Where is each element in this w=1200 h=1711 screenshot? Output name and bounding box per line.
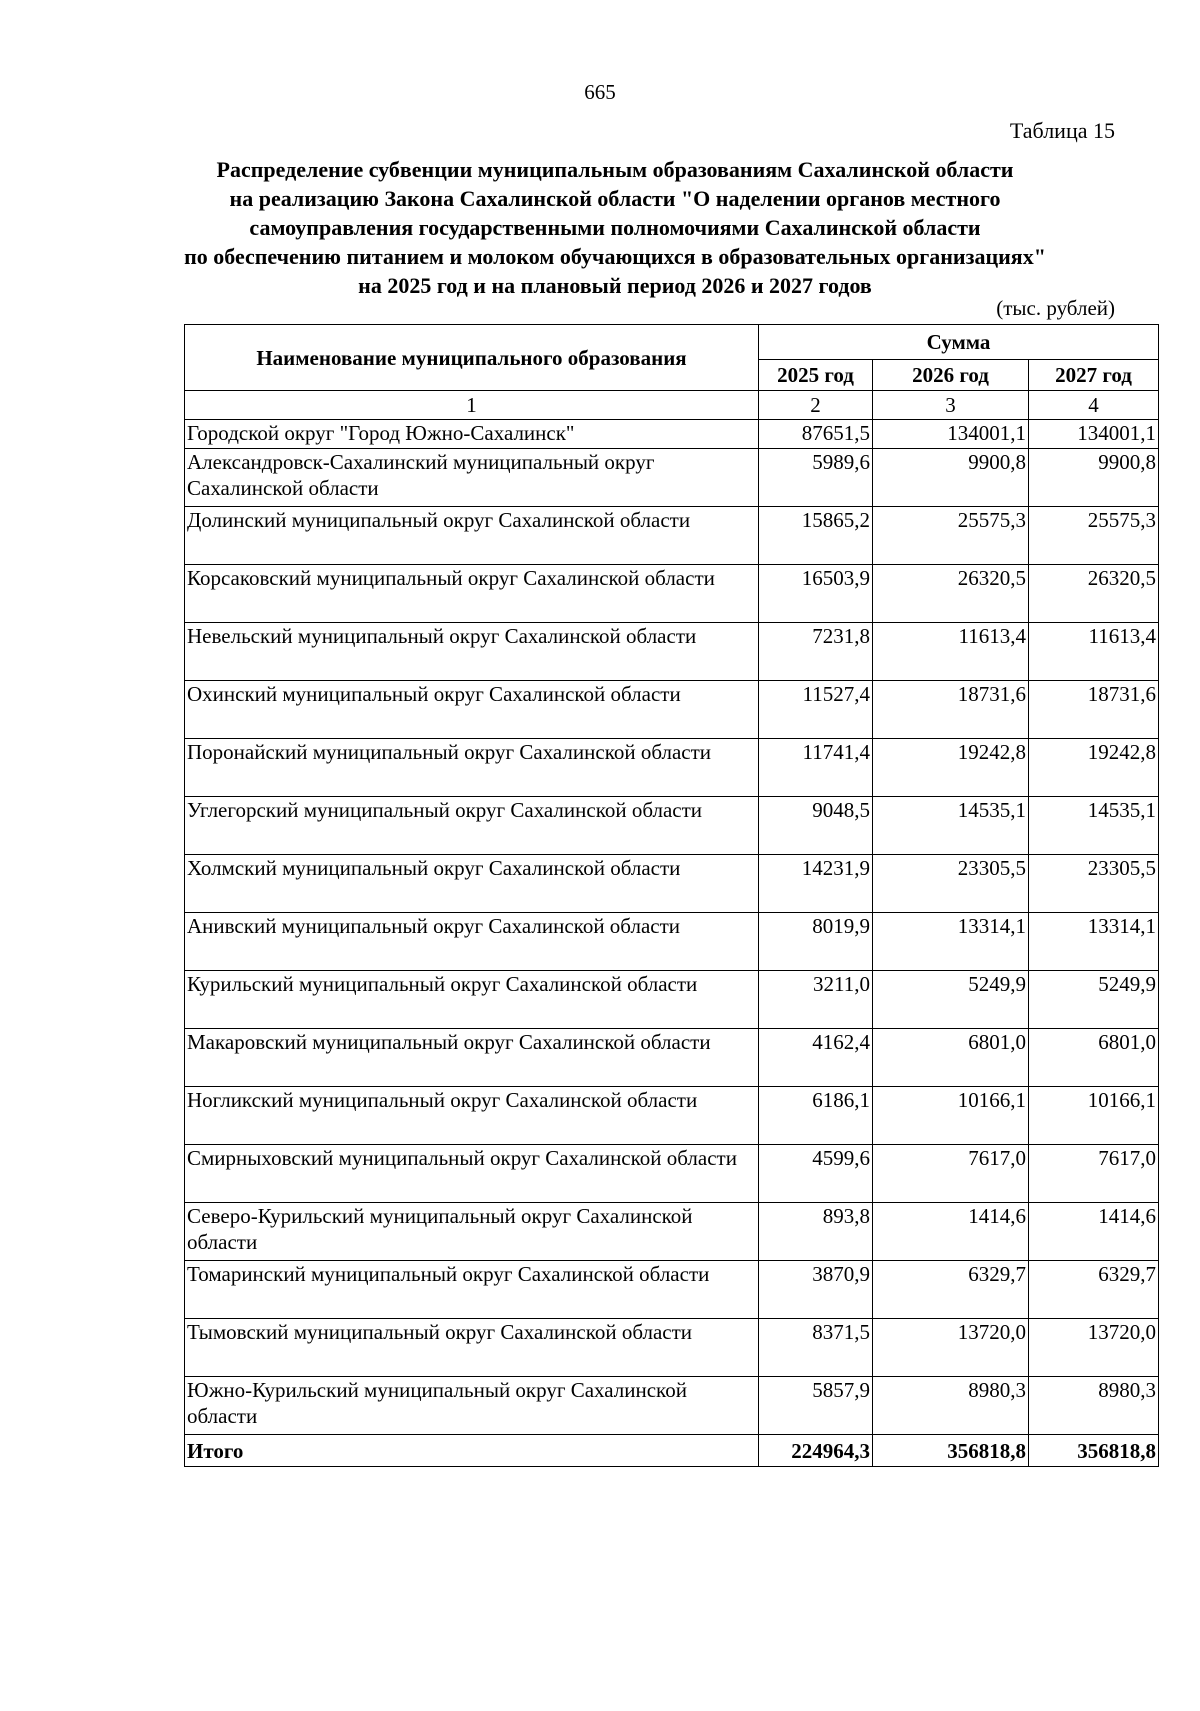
- amount-2027: 13314,1: [1029, 913, 1159, 971]
- units-label: (тыс. рублей): [996, 296, 1115, 320]
- amount-2025: 893,8: [759, 1203, 873, 1261]
- amount-2027: 9900,8: [1029, 449, 1159, 507]
- amount-2025: 87651,5: [759, 420, 873, 449]
- table-row: [185, 623, 1159, 681]
- amount-2026: 8980,3: [873, 1377, 1029, 1435]
- municipality-name: Смирныховский муниципальный округ Сахалинской области: [185, 1145, 759, 1203]
- table-row: [185, 971, 1159, 1029]
- municipality-name: Корсаковский муниципальный округ Сахалинской области: [185, 565, 759, 623]
- municipality-name: Александровск-Сахалинский муниципальный округ Сахалинской области: [185, 449, 759, 507]
- table-row: [185, 681, 1159, 739]
- amount-2026: 14535,1: [873, 797, 1029, 855]
- table-row: [185, 1087, 1159, 1145]
- table-row: [185, 739, 1159, 797]
- table-row: [185, 1319, 1159, 1377]
- amount-2026: 1414,6: [873, 1203, 1029, 1261]
- table-row: [185, 855, 1159, 913]
- title-line: на реализацию Закона Сахалинской области "О наделении органов местного: [229, 186, 1001, 211]
- municipality-name: Углегорский муниципальный округ Сахалинской области: [185, 797, 759, 855]
- table-row: [185, 449, 1159, 507]
- amount-2027: 7617,0: [1029, 1145, 1159, 1203]
- amount-2027: 10166,1: [1029, 1087, 1159, 1145]
- municipality-name: Тымовский муниципальный округ Сахалинской области: [185, 1319, 759, 1377]
- column-number: 1: [185, 391, 759, 420]
- amount-2027: 18731,6: [1029, 681, 1159, 739]
- amount-2027: 1414,6: [1029, 1203, 1159, 1261]
- amount-2025: 8019,9: [759, 913, 873, 971]
- municipality-name: Томаринский муниципальный округ Сахалинской области: [185, 1261, 759, 1319]
- amount-2026: 11613,4: [873, 623, 1029, 681]
- total-2026: 356818,8: [873, 1435, 1029, 1467]
- amount-2026: 26320,5: [873, 565, 1029, 623]
- amount-2027: 8980,3: [1029, 1377, 1159, 1435]
- table-row: [185, 1377, 1159, 1435]
- municipality-name: Анивский муниципальный округ Сахалинской области: [185, 913, 759, 971]
- amount-2025: 9048,5: [759, 797, 873, 855]
- amount-2026: 7617,0: [873, 1145, 1029, 1203]
- amount-2027: 134001,1: [1029, 420, 1159, 449]
- title-line: по обеспечению питанием и молоком обучающихся в образовательных организациях": [184, 244, 1046, 269]
- amount-2027: 23305,5: [1029, 855, 1159, 913]
- amount-2025: 5989,6: [759, 449, 873, 507]
- municipality-name: Городской округ "Город Южно-Сахалинск": [185, 420, 759, 449]
- amount-2026: 19242,8: [873, 739, 1029, 797]
- amount-2025: 5857,9: [759, 1377, 873, 1435]
- municipality-name: Долинский муниципальный округ Сахалинской области: [185, 507, 759, 565]
- title-line: на 2025 год и на плановый период 2026 и 2027 годов: [358, 273, 872, 298]
- table-row: [185, 1029, 1159, 1087]
- amount-2027: 5249,9: [1029, 971, 1159, 1029]
- total-row: [185, 1435, 1159, 1467]
- header-year-2026: 2026 год: [873, 360, 1029, 391]
- amount-2026: 18731,6: [873, 681, 1029, 739]
- amount-2025: 11741,4: [759, 739, 873, 797]
- amount-2025: 7231,8: [759, 623, 873, 681]
- title-line: самоуправления государственными полномочиями Сахалинской области: [249, 215, 981, 240]
- amount-2027: 19242,8: [1029, 739, 1159, 797]
- amount-2027: 6801,0: [1029, 1029, 1159, 1087]
- header-year-2025: 2025 год: [759, 360, 873, 391]
- amount-2025: 16503,9: [759, 565, 873, 623]
- amount-2026: 134001,1: [873, 420, 1029, 449]
- amount-2025: 3870,9: [759, 1261, 873, 1319]
- column-numbers-row: [185, 391, 1159, 420]
- municipality-name: Холмский муниципальный округ Сахалинской области: [185, 855, 759, 913]
- municipality-name: Ногликский муниципальный округ Сахалинской области: [185, 1087, 759, 1145]
- table-row: [185, 797, 1159, 855]
- amount-2025: 6186,1: [759, 1087, 873, 1145]
- total-2025: 224964,3: [759, 1435, 873, 1467]
- column-number: 3: [873, 391, 1029, 420]
- municipality-name: Охинский муниципальный округ Сахалинской области: [185, 681, 759, 739]
- municipality-name: Невельский муниципальный округ Сахалинской области: [185, 623, 759, 681]
- amount-2026: 5249,9: [873, 971, 1029, 1029]
- table-row: [185, 420, 1159, 449]
- table-row: [185, 565, 1159, 623]
- amount-2025: 15865,2: [759, 507, 873, 565]
- table-label: Таблица 15: [1009, 118, 1115, 143]
- amount-2026: 6801,0: [873, 1029, 1029, 1087]
- amount-2026: 13314,1: [873, 913, 1029, 971]
- amount-2026: 10166,1: [873, 1087, 1029, 1145]
- table-row: [185, 1203, 1159, 1261]
- amount-2025: 3211,0: [759, 971, 873, 1029]
- document-title: [150, 155, 1080, 300]
- amount-2025: 8371,5: [759, 1319, 873, 1377]
- amount-2027: 11613,4: [1029, 623, 1159, 681]
- amount-2025: 14231,9: [759, 855, 873, 913]
- table-row: [185, 913, 1159, 971]
- subvention-table: [184, 324, 1159, 1467]
- header-sum: Сумма: [759, 325, 1159, 360]
- amount-2027: 26320,5: [1029, 565, 1159, 623]
- municipality-name: Южно-Курильский муниципальный округ Сахалинской области: [185, 1377, 759, 1435]
- municipality-name: Макаровский муниципальный округ Сахалинской области: [185, 1029, 759, 1087]
- amount-2025: 4162,4: [759, 1029, 873, 1087]
- title-line: Распределение субвенции муниципальным образованиям Сахалинской области: [216, 157, 1014, 182]
- table-row: [185, 1145, 1159, 1203]
- municipality-name: Северо-Курильский муниципальный округ Сахалинской области: [185, 1203, 759, 1261]
- amount-2026: 6329,7: [873, 1261, 1029, 1319]
- amount-2026: 25575,3: [873, 507, 1029, 565]
- municipality-name: Поронайский муниципальный округ Сахалинской области: [185, 739, 759, 797]
- amount-2026: 23305,5: [873, 855, 1029, 913]
- table-row: [185, 1261, 1159, 1319]
- column-number: 4: [1029, 391, 1159, 420]
- amount-2027: 6329,7: [1029, 1261, 1159, 1319]
- amount-2026: 9900,8: [873, 449, 1029, 507]
- amount-2026: 13720,0: [873, 1319, 1029, 1377]
- table-row: [185, 507, 1159, 565]
- header-row: [185, 325, 1159, 360]
- amount-2025: 4599,6: [759, 1145, 873, 1203]
- column-number: 2: [759, 391, 873, 420]
- header-name-column: Наименование муниципального образования: [185, 325, 759, 391]
- amount-2025: 11527,4: [759, 681, 873, 739]
- amount-2027: 25575,3: [1029, 507, 1159, 565]
- total-label: Итого: [185, 1435, 759, 1467]
- total-2027: 356818,8: [1029, 1435, 1159, 1467]
- page-number: 665: [584, 80, 616, 104]
- amount-2027: 13720,0: [1029, 1319, 1159, 1377]
- header-year-2027: 2027 год: [1029, 360, 1159, 391]
- amount-2027: 14535,1: [1029, 797, 1159, 855]
- municipality-name: Курильский муниципальный округ Сахалинской области: [185, 971, 759, 1029]
